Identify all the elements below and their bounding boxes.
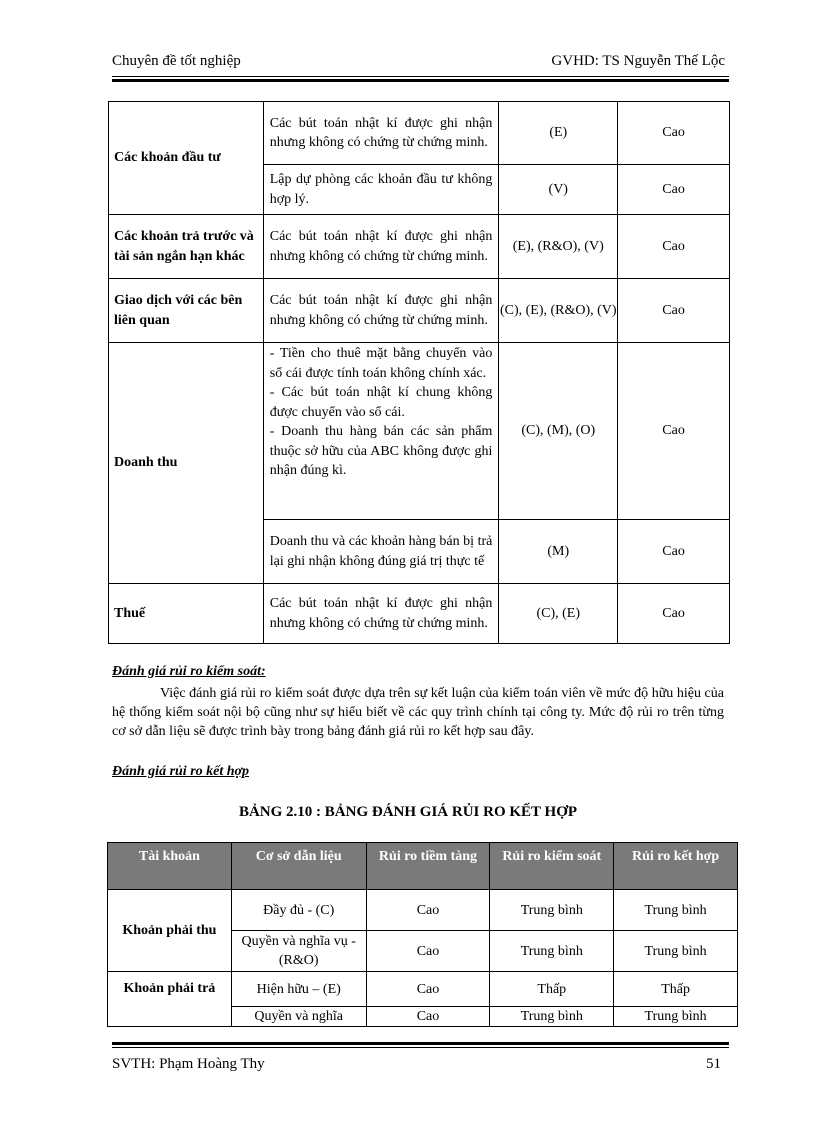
- risk-cell: Cao: [618, 165, 730, 215]
- description-line: - Các bút toán nhật kí chung không được chuyển vào sổ cái.: [269, 385, 493, 420]
- assertion-cell: Quyền và nghĩa vụ - (R&O): [231, 931, 366, 972]
- combined-risk-cell: Trung bình: [614, 931, 738, 972]
- combined-risk-cell: Trung bình: [614, 1007, 738, 1027]
- inherent-risk-table: [108, 101, 730, 644]
- table-row: [109, 584, 730, 644]
- header-rule-thin: [112, 76, 729, 77]
- assertion-cell: (C), (E): [499, 584, 618, 644]
- description-line: - Tiền cho thuê mặt bằng chuyển vào sổ cái được tính toán không chính xác.: [269, 346, 493, 381]
- combined-risk-cell: Trung bình: [614, 890, 738, 931]
- footer-rule-thick: [112, 1042, 729, 1045]
- header-rule-thick: [112, 79, 729, 82]
- description-cell: Các bút toán nhật kí được ghi nhận nhưng không có chứng từ chứng minh.: [263, 215, 499, 279]
- assertion-cell: Đầy đủ - (C): [231, 890, 366, 931]
- account-cell: Các khoản trả trước và tài sản ngắn hạn khác: [109, 215, 264, 279]
- risk-cell: Cao: [618, 584, 730, 644]
- risk-cell: Cao: [618, 343, 730, 520]
- risk-cell: Cao: [618, 279, 730, 343]
- assertion-cell: (C), (M), (O): [499, 343, 618, 520]
- combined-risk-heading: Đánh giá rủi ro kết hợp: [112, 764, 250, 779]
- control-risk-heading: Đánh giá rủi ro kiểm soát:: [112, 664, 266, 679]
- description-cell: Các bút toán nhật kí được ghi nhận nhưng không có chứng từ chứng minh.: [263, 584, 499, 644]
- description-cell: Lập dự phòng các khoản đầu tư không hợp lý.: [263, 165, 499, 215]
- header-advisor: GVHD: TS Nguyễn Thế Lộc: [551, 53, 725, 69]
- table-row: [109, 343, 730, 520]
- risk-cell: Cao: [618, 102, 730, 165]
- description-cell: Các bút toán nhật kí được ghi nhận nhưng không có chứng từ chứng minh.: [263, 279, 499, 343]
- column-header: Rủi ro kết hợp: [614, 843, 738, 890]
- assertion-cell: (M): [499, 520, 618, 584]
- assertion-cell: Quyền và nghĩa: [231, 1007, 366, 1027]
- control-risk-paragraph: [112, 684, 724, 741]
- description-line: - Doanh thu hàng bán các sản phẩm thuộc sở hữu của ABC không được ghi nhận đúng kì.: [269, 424, 493, 478]
- column-header: Rủi ro tiềm tàng: [366, 843, 490, 890]
- control-risk-cell: Trung bình: [490, 1007, 614, 1027]
- description-cell: Các bút toán nhật kí được ghi nhận nhưng không có chứng từ chứng minh.: [263, 102, 499, 165]
- assertion-cell: (C), (E), (R&O), (V): [499, 279, 618, 343]
- description-cell: [263, 343, 499, 520]
- assertion-cell: (E): [499, 102, 618, 165]
- assertion-cell: Hiện hữu – (E): [231, 972, 366, 1007]
- footer-author: SVTH: Phạm Hoàng Thy: [112, 1056, 265, 1072]
- column-header: Rủi ro kiểm soát: [490, 843, 614, 890]
- combined-risk-cell: Thấp: [614, 972, 738, 1007]
- inherent-risk-cell: Cao: [366, 1007, 490, 1027]
- account-cell: Khoản phải thu: [108, 890, 232, 972]
- table-header-row: [108, 843, 738, 890]
- table-row: [109, 102, 730, 165]
- assertion-cell: (E), (R&O), (V): [499, 215, 618, 279]
- column-header: Cơ sở dẫn liệu: [231, 843, 366, 890]
- footer-rule-thin: [112, 1047, 729, 1048]
- risk-cell: Cao: [618, 215, 730, 279]
- header-title: Chuyên đề tốt nghiệp: [112, 53, 241, 69]
- account-cell: Khoản phải trả: [108, 972, 232, 1027]
- inherent-risk-cell: Cao: [366, 890, 490, 931]
- account-cell: Các khoản đầu tư: [109, 102, 264, 215]
- control-risk-cell: Trung bình: [490, 931, 614, 972]
- table-row: [109, 279, 730, 343]
- account-cell: Doanh thu: [109, 343, 264, 584]
- table-row: [109, 215, 730, 279]
- table-row: [108, 972, 738, 1007]
- inherent-risk-cell: Cao: [366, 931, 490, 972]
- control-risk-cell: Trung bình: [490, 890, 614, 931]
- risk-cell: Cao: [618, 520, 730, 584]
- assertion-cell: (V): [499, 165, 618, 215]
- account-cell: Thuế: [109, 584, 264, 644]
- paragraph-text: Việc đánh giá rủi ro kiểm soát được dựa trên sự kết luận của kiểm toán viên về mức độ hữu hiệu của hệ thống kiểm soát nội bộ cũng như sự hiểu biết về các quy trình chính tại công ty. Mức độ rủi ro trên từng cơ sở dẫn liệu sẽ được trình bày trong bảng đánh giá rủi ro kết hợp sau đây.: [112, 686, 724, 739]
- page-number: 51: [706, 1056, 721, 1072]
- table-caption: BẢNG 2.10 : BẢNG ĐÁNH GIÁ RỦI RO KẾT HỢP: [238, 804, 578, 820]
- column-header: Tài khoản: [108, 843, 232, 890]
- table-row: [108, 890, 738, 931]
- combined-risk-table: [107, 842, 738, 1027]
- description-cell: Doanh thu và các khoản hàng bán bị trả lại ghi nhận không đúng giá trị thực tế: [263, 520, 499, 584]
- account-cell: Giao dịch với các bên liên quan: [109, 279, 264, 343]
- inherent-risk-cell: Cao: [366, 972, 490, 1007]
- control-risk-cell: Thấp: [490, 972, 614, 1007]
